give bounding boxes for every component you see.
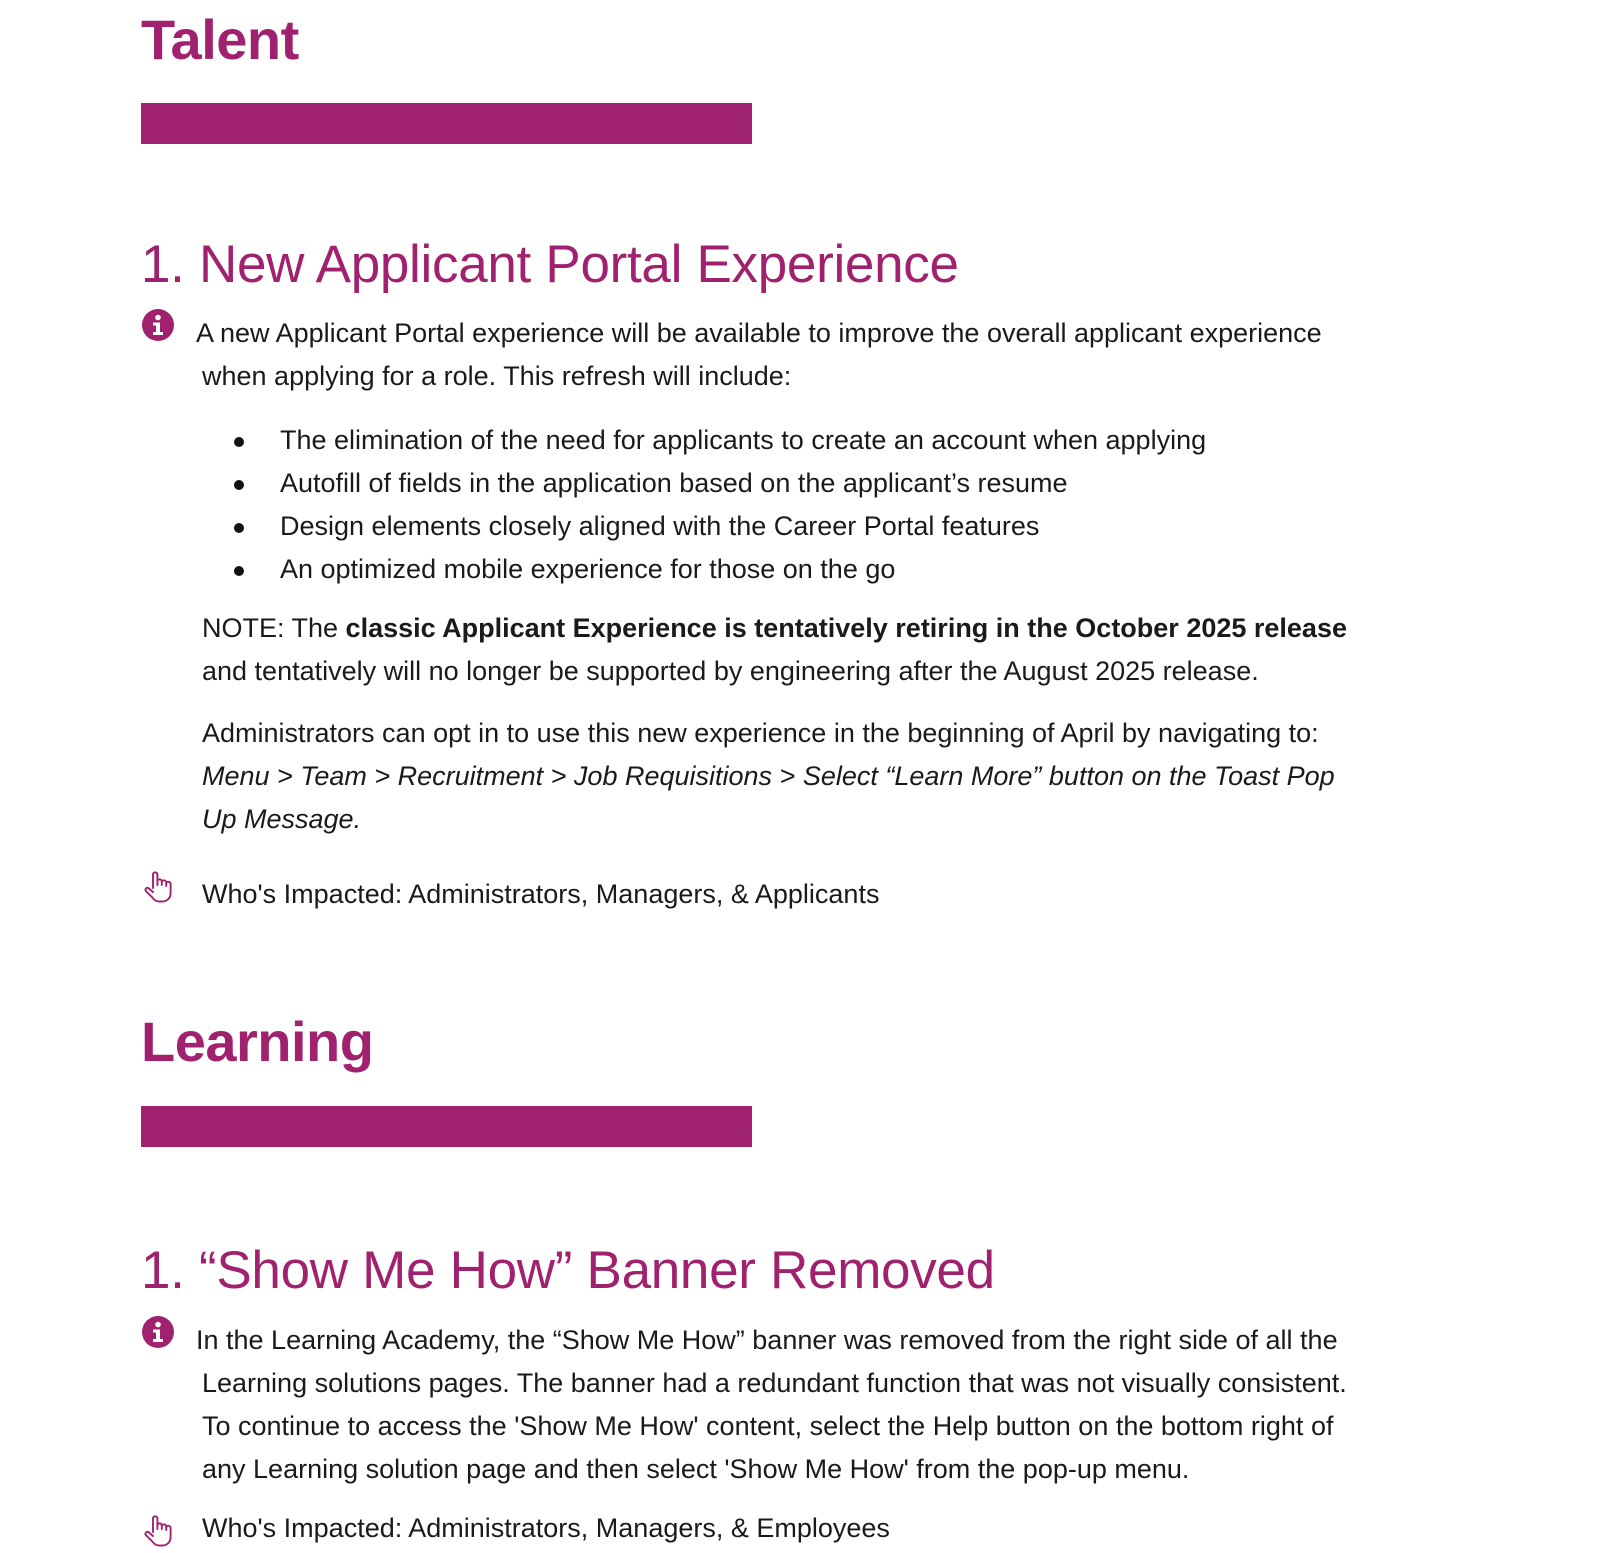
impacted-text: Who's Impacted: Administrators, Managers, & Employees xyxy=(202,1513,890,1543)
pointing-hand-icon xyxy=(142,870,174,902)
navigation-path: Menu > Team > Recruitment > Job Requisitions > Select “Learn More” button on the Toast Pop xyxy=(202,761,1335,791)
note-paragraph xyxy=(202,607,1582,693)
note-line: and tentatively will no longer be supported by engineering after the August 2025 release. xyxy=(202,656,1259,686)
item-title-show-me-how: 1. “Show Me How” Banner Removed xyxy=(141,1241,995,1300)
list-item: Autofill of fields in the application based on the applicant’s resume xyxy=(200,462,1500,505)
list-item: Design elements closely aligned with the Career Portal features xyxy=(200,505,1500,548)
section-divider-talent xyxy=(141,103,752,144)
section-heading-talent: Talent xyxy=(141,8,299,71)
item-title-applicant-portal: 1. New Applicant Portal Experience xyxy=(141,235,959,294)
intro-line: when applying for a role. This refresh will include: xyxy=(202,361,792,391)
section-heading-learning: Learning xyxy=(141,1010,374,1073)
info-icon xyxy=(142,1316,174,1348)
learning-line: any Learning solution page and then select 'Show Me How' from the pop-up menu. xyxy=(202,1454,1190,1484)
admin-line: Administrators can opt in to use this new experience in the beginning of April by navigating to: xyxy=(202,718,1319,748)
info-icon xyxy=(142,309,174,341)
note-prefix: NOTE: The xyxy=(202,613,346,643)
intro-line: A new Applicant Portal experience will be available to improve the overall applicant experience xyxy=(196,318,1322,348)
note-line xyxy=(202,607,1582,650)
impacted-text: Who's Impacted: Administrators, Managers, & Applicants xyxy=(202,879,880,909)
navigation-path: Up Message. xyxy=(202,804,362,834)
learning-line: Learning solutions pages. The banner had a redundant function that was not visually consistent. xyxy=(202,1368,1347,1398)
learning-line: To continue to access the 'Show Me How' content, select the Help button on the bottom right of xyxy=(202,1411,1334,1441)
pointing-hand-icon xyxy=(142,1514,174,1546)
learning-paragraph xyxy=(196,1319,1586,1491)
section-divider-learning xyxy=(141,1106,752,1147)
list-item: An optimized mobile experience for those on the go xyxy=(200,548,1500,591)
note-emphasis: classic Applicant Experience is tentatively retiring in the October 2025 release xyxy=(345,613,1347,643)
admin-paragraph xyxy=(202,712,1582,841)
list-item: The elimination of the need for applicants to create an account when applying xyxy=(200,419,1500,462)
learning-line: In the Learning Academy, the “Show Me How” banner was removed from the right side of all the xyxy=(196,1325,1338,1355)
intro-paragraph xyxy=(196,312,1576,398)
feature-list xyxy=(200,419,1500,591)
